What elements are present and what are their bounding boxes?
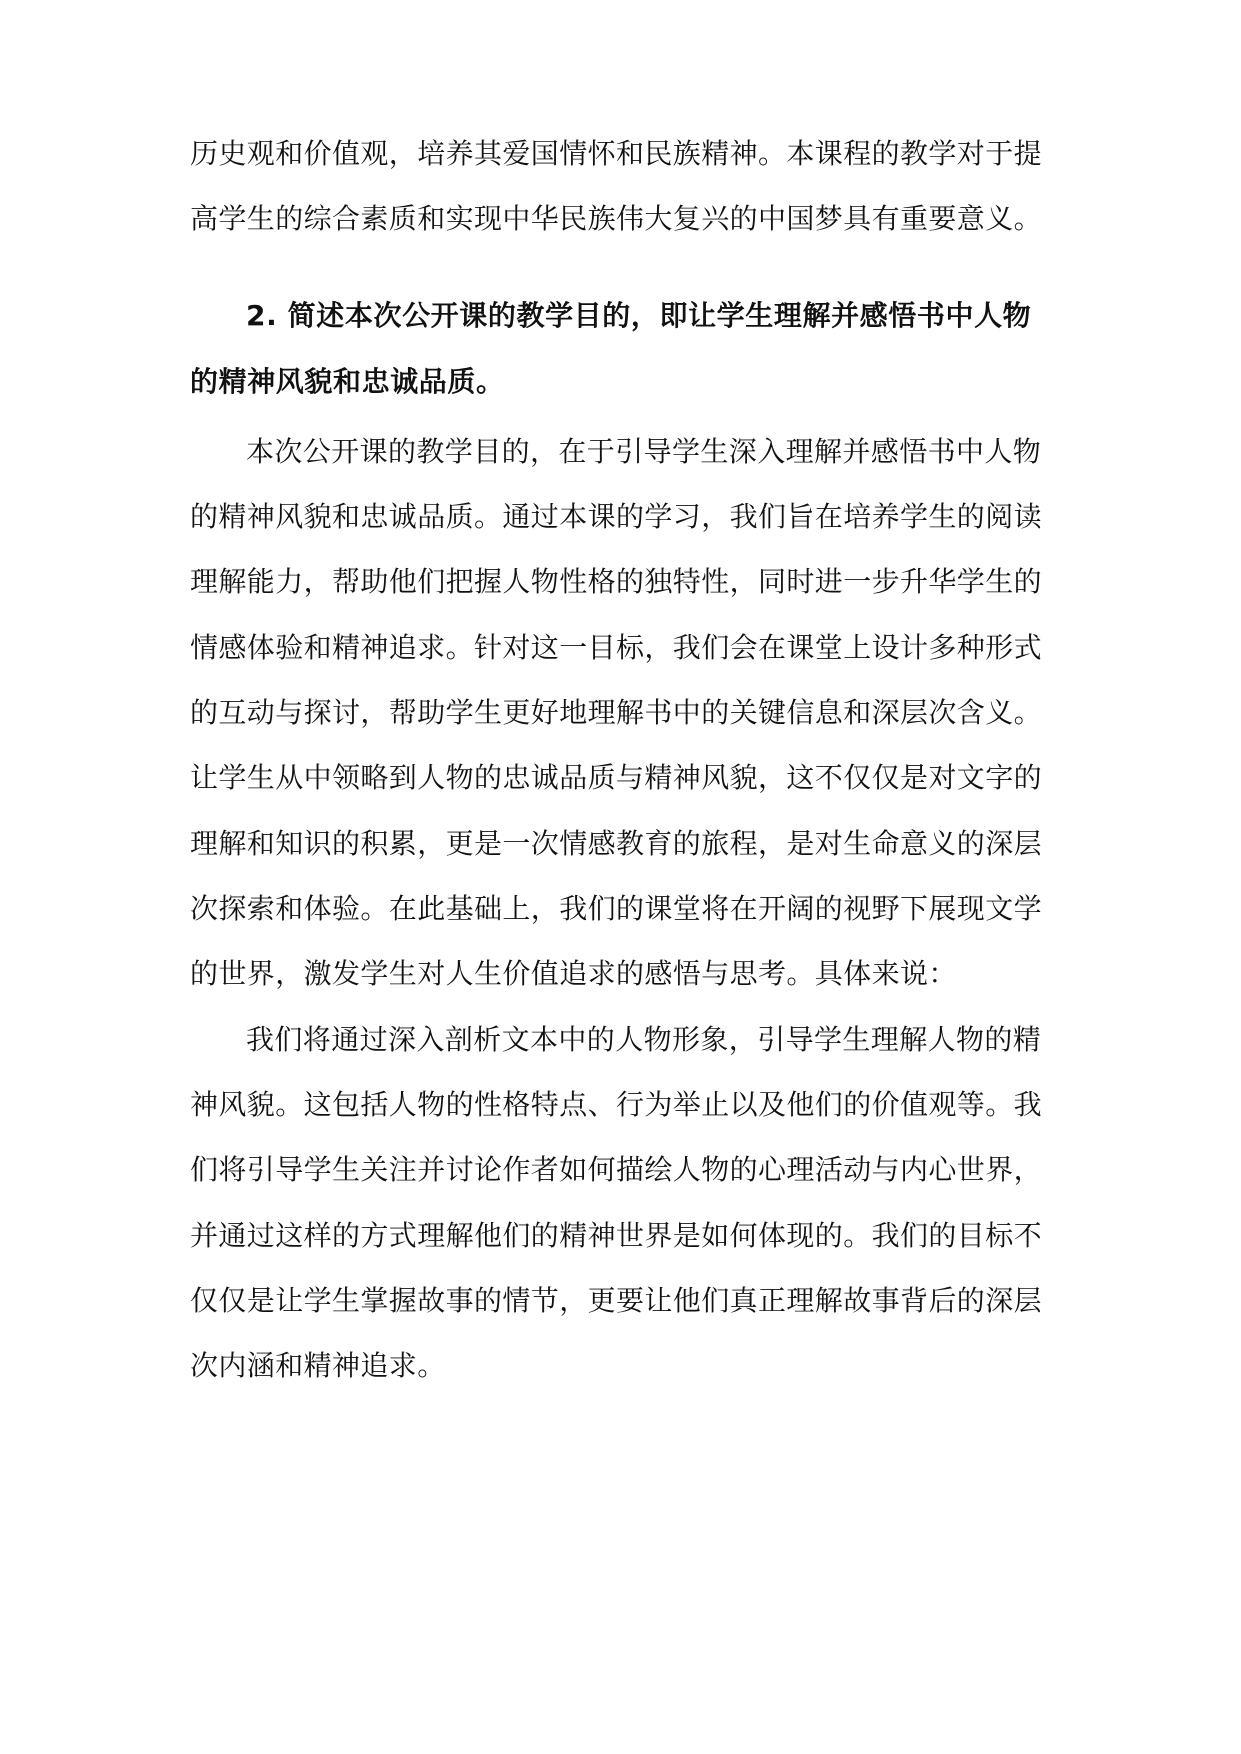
para2-line-5: 的互动与探讨，帮助学生更好地理解书中的关键信息和深层次含义。	[190, 696, 1043, 729]
para2-line-3: 理解能力，帮助他们把握人物性格的独特性，同时进一步升华学生的	[190, 565, 1043, 598]
para3-line-4: 并通过这样的方式理解他们的精神世界是如何体现的。我们的目标不	[190, 1219, 1043, 1252]
section-heading-line-2: 的精神风貌和忠诚品质。	[190, 365, 505, 398]
para3-line-6: 次内涵和精神追求。	[190, 1349, 446, 1382]
para3-line-5: 仅仅是让学生掌握故事的情节，更要让他们真正理解故事背后的深层	[190, 1284, 1043, 1317]
para2-line-4: 情感体验和精神追求。针对这一目标，我们会在课堂上设计多种形式	[190, 631, 1043, 664]
para2-line-8: 次探索和体验。在此基础上，我们的课堂将在开阔的视野下展现文学	[190, 892, 1043, 925]
para2-line-1: 本次公开课的教学目的，在于引导学生深入理解并感悟书中人物	[246, 435, 1042, 468]
para1-line-2: 高学生的综合素质和实现中华民族伟大复兴的中国梦具有重要意义。	[190, 202, 1043, 235]
para2-line-6: 让学生从中领略到人物的忠诚品质与精神风貌，这不仅仅是对文字的	[190, 761, 1043, 794]
para3-line-2: 神风貌。这包括人物的性格特点、行为举止以及他们的价值观等。我	[190, 1088, 1043, 1121]
para3-line-3: 们将引导学生关注并讨论作者如何描绘人物的心理活动与内心世界，	[190, 1153, 1043, 1186]
para3-line-1: 我们将通过深入剖析文本中的人物形象，引导学生理解人物的精	[246, 1023, 1042, 1056]
section-heading-line-1: 2. 简述本次公开课的教学目的，即让学生理解并感悟书中人物	[246, 299, 1032, 332]
para2-line-9: 的世界，激发学生对人生价值追求的感悟与思考。具体来说：	[190, 957, 957, 990]
para1-line-1: 历史观和价值观，培养其爱国情怀和民族精神。本课程的教学对于提	[190, 137, 1043, 170]
para2-line-2: 的精神风貌和忠诚品质。通过本课的学习，我们旨在培养学生的阅读	[190, 500, 1043, 533]
para2-line-7: 理解和知识的积累，更是一次情感教育的旅程，是对生命意义的深层	[190, 827, 1043, 860]
